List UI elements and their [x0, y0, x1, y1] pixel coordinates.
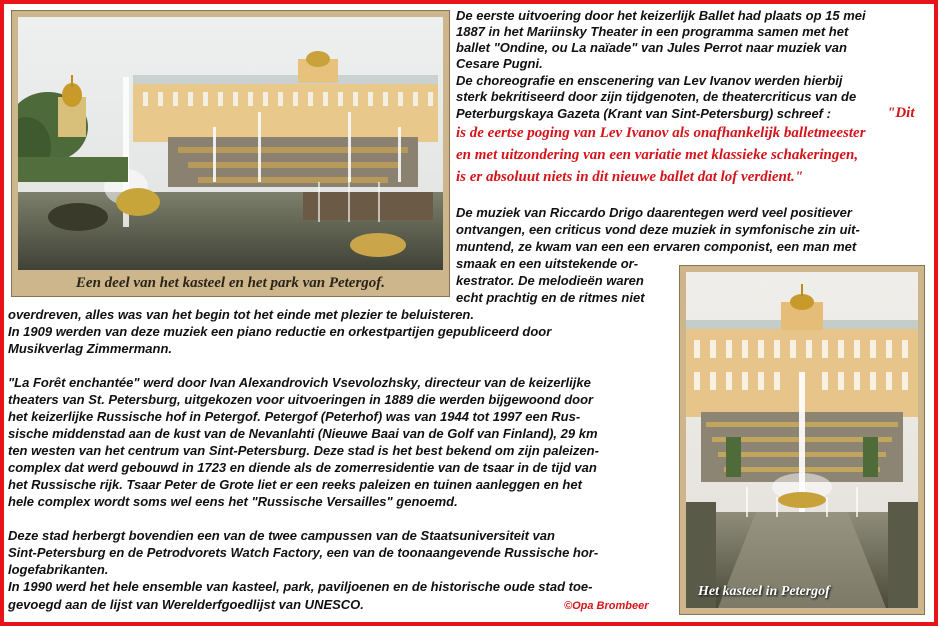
critic-quote-line: en met uitzondering van een variatie met klassieke schakeringen,: [456, 147, 859, 163]
author-signature: ©Opa Brombeer: [564, 600, 649, 612]
city-line: logefabrikanten.: [8, 562, 109, 577]
intro-line: De choreografie en enscenering van Lev Ivanov werden hierbij: [456, 73, 843, 88]
intro-line: sterk bekritiseerd door zijn tijdgenoten, de theatercriticus van de: [456, 89, 857, 104]
critic-quote-line: is de eertse poging van Lev Ivanov als onafhankelijk balletmeester: [456, 125, 866, 141]
photo-peterhof-castle: [679, 265, 925, 615]
photo-caption-park: Een deel van het kasteel en het park van Petergof.: [75, 275, 386, 291]
music-line: De muziek van Riccardo Drigo daarentegen werd veel positiever: [456, 205, 852, 220]
peterhof-castle-image: [686, 272, 918, 608]
music-continued-line: overdreven, alles was van het begin tot het einde met plezier te beluisteren.: [8, 307, 474, 322]
city-line: Sint-Petersburg en de Petrodvorets Watch Factory, een van de toonaangevende Russische hor-: [8, 545, 599, 560]
foret-line: ten westen van het centrum van Sint-Petersburg. Deze stad is het best bekend om zijn paleizen-: [8, 443, 599, 458]
photo-caption-castle: Het kasteel in Petergof: [698, 584, 830, 599]
peterhof-park-image: [18, 17, 443, 270]
music-line: ontvangen, een criticus vond deze muziek in symfonische zin uit-: [456, 222, 860, 237]
intro-line: De eerste uitvoering door het keizerlijk Ballet had plaats op 15 mei: [456, 8, 866, 23]
foret-line: complex dat werd gebouwd in 1723 en diende als de zomerresidentie van de tsaar in de tijd van: [8, 460, 597, 475]
city-line: gevoegd aan de lijst van Werelderfgoedlijst van UNESCO.: [8, 597, 364, 612]
intro-line: 1887 in het Mariinsky Theater in een programma samen met het: [456, 24, 849, 39]
music-line: kestrator. De melodieën waren: [456, 273, 644, 288]
music-continued-line: In 1909 werden van deze muziek een piano reductie en orkestpartijen gepubliceerd door: [8, 324, 552, 339]
intro-line: ballet "Ondine, ou La naïade" van Jules Perrot naar muziek van: [456, 40, 847, 55]
foret-line: theaters van St. Petersburg, uitgekozen voor uitvoeringen in 1889 die werden bijgewoond door: [8, 392, 594, 407]
foret-line: het Russische rijk. Tsaar Peter de Grote liet er een reeks paleizen en tuinen aanleggen en het: [8, 477, 582, 492]
intro-line: Cesare Pugni.: [456, 56, 543, 71]
city-line: Deze stad herbergt bovendien een van de twee campussen van de Staatsuniversiteit van: [8, 528, 555, 543]
music-continued-line: Musikverlag Zimmermann.: [8, 341, 172, 356]
photo-peterhof-park: [11, 10, 450, 297]
music-line: muntend, ze kwam van een een ervaren componist, een man met: [456, 239, 857, 254]
music-line: echt prachtig en de ritmes niet: [456, 290, 645, 305]
intro-line: Peterburgskaya Gazeta (Krant van Sint-Petersburg) schreef :: [456, 106, 831, 121]
music-line: smaak en een uitstekende or-: [456, 256, 639, 271]
foret-line: "La Forêt enchantée" werd door Ivan Alexandrovich Vsevolozhsky, directeur van de keizerlijke: [8, 375, 591, 390]
foret-line: hele complex wordt soms wel eens het "Russische Versailles" genoemd.: [8, 494, 458, 509]
critic-quote-line: "Dit: [887, 105, 915, 121]
city-line: In 1990 werd het hele ensemble van kasteel, park, paviljoenen en de historische oude stad toe-: [8, 579, 593, 594]
critic-quote-line: is er absoluut niets in dit nieuwe ballet dat lof verdient.": [456, 169, 804, 185]
foret-line: het keizerlijke Russische hof in Petergof. Petergof (Peterhof) was van 1944 tot 1997 een Rus-: [8, 409, 581, 424]
foret-line: sische middenstad aan de kust van de Nevanlahti (Nieuwe Baai van de Golf van Finland), 29 km: [8, 426, 598, 441]
